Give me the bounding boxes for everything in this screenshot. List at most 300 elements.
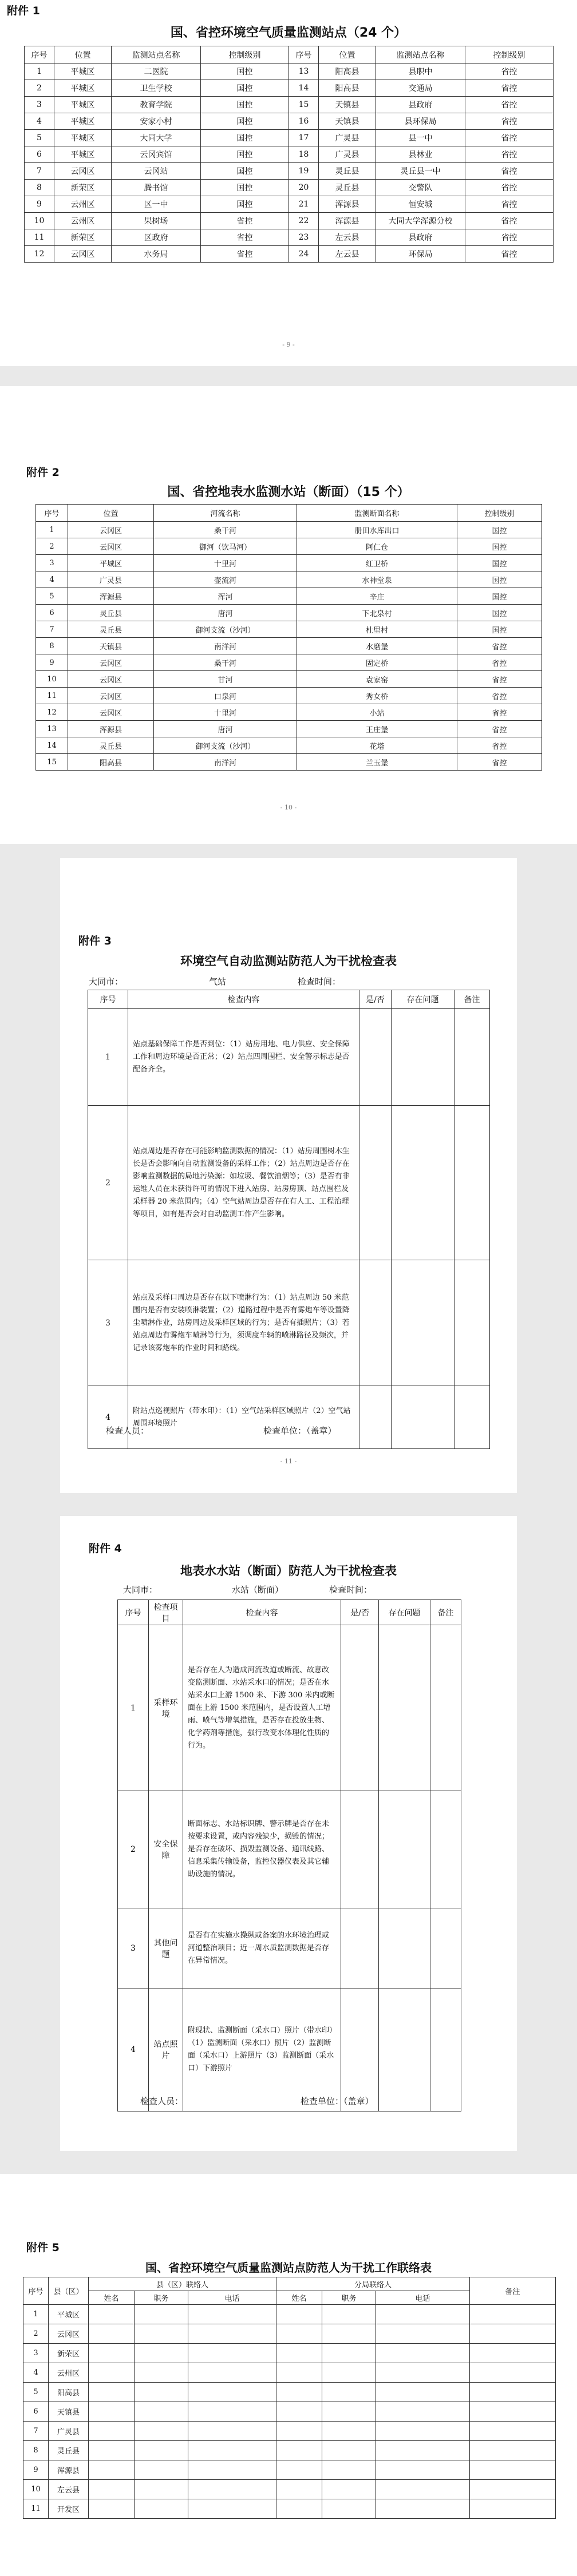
- blank-cell: [276, 2383, 322, 2402]
- appendix-3-label: 附件 3: [78, 935, 112, 947]
- station-field: 水站（断面）: [232, 1585, 284, 1595]
- table-cell: 省控: [457, 704, 542, 721]
- note-cell: [430, 1791, 461, 1908]
- blank-cell: [135, 2422, 188, 2441]
- page-appendix-1: [0, 0, 577, 366]
- table-row: [25, 213, 554, 229]
- blank-cell: [376, 2499, 470, 2519]
- table-cell: 唐河: [154, 721, 297, 737]
- blank-cell: [188, 2363, 276, 2383]
- table-cell: 9: [25, 196, 54, 213]
- table-cell: 阿仁仓: [297, 538, 457, 555]
- blank-cell: [188, 2422, 276, 2441]
- check-time-field: 检查时间：: [329, 1585, 373, 1595]
- yes-no-cell: [359, 1260, 392, 1386]
- table-cell: 省控: [465, 80, 554, 97]
- blank-cell: [135, 2402, 188, 2422]
- column-header: 检查项目: [149, 1600, 183, 1625]
- blank-cell: [188, 2460, 276, 2480]
- note-cell: [430, 1988, 461, 2111]
- blank-cell: [470, 2460, 556, 2480]
- table-cell: 24: [289, 246, 319, 263]
- table-cell: 灵丘县一中: [376, 163, 465, 180]
- col-county-contact: 县（区）联络人: [89, 2277, 276, 2291]
- table-row: [118, 1625, 461, 1791]
- table-cell: 15: [289, 97, 319, 113]
- check-item: 安全保障: [149, 1791, 183, 1908]
- table-row: [36, 605, 542, 621]
- table-cell: 十里河: [154, 704, 297, 721]
- table-row: [118, 1908, 461, 1988]
- check-content: 断面标志、水站标识牌、警示牌是否存在未按要求设置，或内容残缺少，损毁的情况；是否存在破坏、损毁监测设备、通讯线路、信息采集传输设备，监控仪器仪表及其它辅助设施的情况。: [183, 1791, 341, 1908]
- blank-cell: [376, 2460, 470, 2480]
- table-cell: 4: [25, 113, 54, 130]
- column-header: 序号: [88, 990, 128, 1009]
- appendix-2-title: 国、省控地表水监测水站（断面）（15 个）: [167, 485, 410, 499]
- blank-cell: [322, 2383, 376, 2402]
- table-cell: 1: [25, 63, 54, 80]
- blank-cell: [470, 2402, 556, 2422]
- table-cell: 阳高县: [319, 63, 376, 80]
- column-header: 位置: [68, 505, 154, 522]
- col-note: 备注: [470, 2277, 556, 2305]
- blank-cell: [276, 2480, 322, 2499]
- county-name: 广灵县: [49, 2422, 89, 2441]
- air-station-table: [24, 46, 554, 263]
- table-cell: 灵丘县: [68, 605, 154, 621]
- table-cell: 御河支流（沙河）: [154, 621, 297, 638]
- table-cell: 固定桥: [297, 654, 457, 671]
- yes-no-cell: [359, 1009, 392, 1106]
- row-number: 4: [118, 1988, 149, 2111]
- table-cell: 环保局: [376, 246, 465, 263]
- table-row: [23, 2305, 556, 2324]
- row-number: 2: [88, 1106, 128, 1260]
- column-header: 监测断面名称: [297, 505, 457, 522]
- table-cell: 云冈区: [54, 246, 112, 263]
- table-cell: 4: [36, 571, 68, 588]
- row-number: 1: [23, 2305, 49, 2324]
- table-cell: 广灵县: [68, 571, 154, 588]
- column-subheader: 职务: [322, 2291, 376, 2305]
- blank-cell: [89, 2383, 135, 2402]
- blank-cell: [89, 2363, 135, 2383]
- column-subheader: 电话: [188, 2291, 276, 2305]
- table-cell: 省控: [457, 638, 542, 654]
- blank-cell: [322, 2460, 376, 2480]
- table-row: [36, 621, 542, 638]
- table-cell: 省控: [465, 246, 554, 263]
- note-cell: [430, 1625, 461, 1791]
- table-cell: 二医院: [112, 63, 201, 80]
- table-row: [36, 721, 542, 737]
- table-cell: 左云县: [319, 246, 376, 263]
- table-cell: 水神堂泉: [297, 571, 457, 588]
- table-cell: 县林业: [376, 146, 465, 163]
- column-header: 存在问题: [392, 990, 455, 1009]
- inspection-unit-field: 检查单位：（盖章）: [263, 1426, 337, 1436]
- blank-cell: [135, 2499, 188, 2519]
- page-number: - 9 -: [282, 341, 295, 348]
- table-row: [118, 1791, 461, 1908]
- column-header: 检查内容: [128, 990, 359, 1009]
- table-cell: 云冈区: [68, 522, 154, 538]
- blank-cell: [276, 2363, 322, 2383]
- blank-cell: [188, 2499, 276, 2519]
- table-cell: 广灵县: [319, 130, 376, 146]
- table-cell: 省控: [465, 97, 554, 113]
- blank-cell: [89, 2460, 135, 2480]
- note-cell: [455, 1106, 490, 1260]
- table-cell: 国控: [201, 80, 289, 97]
- table-cell: 县环保局: [376, 113, 465, 130]
- row-number: 10: [23, 2480, 49, 2499]
- table-cell: 14: [289, 80, 319, 97]
- column-header: 位置: [319, 46, 376, 63]
- table-cell: 平城区: [54, 130, 112, 146]
- table-cell: 国控: [201, 97, 289, 113]
- issue-cell: [392, 1386, 455, 1449]
- table-row: [25, 146, 554, 163]
- table-row: [25, 63, 554, 80]
- table-cell: 卫生学校: [112, 80, 201, 97]
- blank-cell: [276, 2499, 322, 2519]
- blank-cell: [188, 2402, 276, 2422]
- page-appendix-3: [60, 858, 517, 1493]
- table-row: [23, 2402, 556, 2422]
- table-cell: 左云县: [319, 229, 376, 246]
- table-cell: 省控: [465, 163, 554, 180]
- blank-cell: [135, 2324, 188, 2344]
- table-cell: 浑源县: [68, 588, 154, 605]
- blank-cell: [376, 2422, 470, 2441]
- table-row: [36, 671, 542, 688]
- yes-no-cell: [341, 1988, 379, 2111]
- table-cell: 省控: [465, 63, 554, 80]
- check-content: 是否存在人为造成河流改道或断流、故意改变监测断面、水站采水口的情况；是否在水站采水口上游 1500 米、下游 300 米内或断面在上游 1500 米范围内，是否设置人工增雨、喷气等增氧措施，是否存在投放生物、化学药剂等措施，强行改变水体理化性质的行为。: [183, 1625, 341, 1791]
- table-row: [36, 538, 542, 555]
- row-number: 6: [23, 2402, 49, 2422]
- table-cell: 7: [25, 163, 54, 180]
- table-cell: 十里河: [154, 555, 297, 571]
- table-cell: 国控: [201, 180, 289, 196]
- table-cell: 云冈区: [68, 671, 154, 688]
- table-cell: 省控: [465, 180, 554, 196]
- blank-cell: [89, 2422, 135, 2441]
- liaison-table: [23, 2277, 556, 2519]
- check-item: 其他问题: [149, 1908, 183, 1988]
- check-time-field: 检查时间：: [298, 977, 341, 987]
- blank-cell: [376, 2363, 470, 2383]
- check-item: 采样环境: [149, 1625, 183, 1791]
- table-cell: 22: [289, 213, 319, 229]
- blank-cell: [188, 2305, 276, 2324]
- table-cell: 国控: [457, 621, 542, 638]
- table-cell: 花塔: [297, 737, 457, 754]
- row-number: 2: [118, 1791, 149, 1908]
- table-row: [36, 688, 542, 704]
- table-cell: 大同大学浑源分校: [376, 213, 465, 229]
- blank-cell: [276, 2422, 322, 2441]
- table-cell: 2: [36, 538, 68, 555]
- table-cell: 云冈区: [54, 163, 112, 180]
- blank-cell: [276, 2460, 322, 2480]
- blank-cell: [188, 2324, 276, 2344]
- table-cell: 小站: [297, 704, 457, 721]
- page-number: - 11 -: [280, 1458, 297, 1465]
- blank-cell: [376, 2480, 470, 2499]
- table-row: [23, 2422, 556, 2441]
- appendix-3-title: 环境空气自动监测站防范人为干扰检查表: [180, 954, 397, 968]
- table-row: [36, 522, 542, 538]
- table-row: [25, 97, 554, 113]
- table-cell: 3: [36, 555, 68, 571]
- blank-cell: [135, 2441, 188, 2460]
- note-cell: [455, 1009, 490, 1106]
- table-cell: 省控: [465, 146, 554, 163]
- column-header: 检查内容: [183, 1600, 341, 1625]
- table-cell: 县政府: [376, 97, 465, 113]
- table-cell: 平城区: [54, 63, 112, 80]
- table-cell: 县职中: [376, 63, 465, 80]
- blank-cell: [470, 2441, 556, 2460]
- table-cell: 省控: [457, 737, 542, 754]
- blank-cell: [135, 2305, 188, 2324]
- table-cell: 王庄堡: [297, 721, 457, 737]
- check-content: 站点周边是否存在可能影响监测数据的情况：（1）站房周围树木生长是否会影响向自动监测设备的采样工作；（2）站点周边是否存在影响监测数据的局地污染源：如垃圾、餐饮油烟等；（3）是否有非运维人员在未获得许可的情况下进入站房、站房房顶、站点围栏及采样器 20 米范围内；（4）空气站周边是否存在有人工、工程治理等项目，如有是否会对自动监测工作产生影响。: [128, 1106, 359, 1260]
- table-row: [25, 229, 554, 246]
- issue-cell: [392, 1260, 455, 1386]
- table-cell: 省控: [465, 130, 554, 146]
- table-cell: 12: [25, 246, 54, 263]
- note-cell: [430, 1908, 461, 1988]
- blank-cell: [470, 2422, 556, 2441]
- table-cell: 国控: [457, 555, 542, 571]
- table-row: [25, 180, 554, 196]
- table-cell: 国控: [457, 588, 542, 605]
- table-row: [88, 1009, 490, 1106]
- table-cell: 恒安城: [376, 196, 465, 213]
- table-row: [25, 130, 554, 146]
- blank-cell: [376, 2441, 470, 2460]
- county-name: 新荣区: [49, 2344, 89, 2363]
- yes-no-cell: [359, 1106, 392, 1260]
- blank-cell: [470, 2383, 556, 2402]
- table-cell: 桑干河: [154, 654, 297, 671]
- blank-cell: [322, 2363, 376, 2383]
- blank-cell: [135, 2363, 188, 2383]
- check-content: 站点及采样口周边是否存在以下喷淋行为：（1）站点周边 50 米范围内是否有安装喷淋装置；（2）道路过程中是否有雾炮车等设置降尘喷淋作业，站房周边及采样区域的行为；是否有插照片；（3）若站点周边有雾炮车喷淋等行为，须调度车辆的喷淋路径及频次，并记录该雾炮车的作业时间和路线。: [128, 1260, 359, 1386]
- table-cell: 16: [289, 113, 319, 130]
- table-cell: 平城区: [68, 555, 154, 571]
- column-header: 序号: [36, 505, 68, 522]
- row-number: 2: [23, 2324, 49, 2344]
- table-row: [36, 754, 542, 771]
- table-cell: 国控: [201, 63, 289, 80]
- table-cell: 国控: [457, 538, 542, 555]
- blank-cell: [135, 2383, 188, 2402]
- table-row: [23, 2499, 556, 2519]
- table-cell: 10: [25, 213, 54, 229]
- blank-cell: [376, 2324, 470, 2344]
- page-appendix-5: [0, 2174, 577, 2576]
- table-cell: 云州区: [54, 196, 112, 213]
- table-row: [25, 196, 554, 213]
- table-cell: 灵丘县: [68, 737, 154, 754]
- appendix-1-title: 国、省控环境空气质量监测站点（24 个）: [170, 26, 407, 40]
- table-cell: 国控: [457, 605, 542, 621]
- table-cell: 国控: [201, 146, 289, 163]
- blank-cell: [89, 2402, 135, 2422]
- blank-cell: [470, 2480, 556, 2499]
- blank-cell: [276, 2402, 322, 2422]
- appendix-5-label: 附件 5: [26, 2241, 60, 2254]
- table-cell: 2: [25, 80, 54, 97]
- column-header: 备注: [430, 1600, 461, 1625]
- table-cell: 灵丘县: [319, 180, 376, 196]
- note-cell: [455, 1386, 490, 1449]
- table-row: [36, 654, 542, 671]
- column-header: 序号: [289, 46, 319, 63]
- table-cell: 御河支流（沙河）: [154, 737, 297, 754]
- table-cell: 平城区: [54, 97, 112, 113]
- column-header: 是/否: [341, 1600, 379, 1625]
- table-cell: 壶流河: [154, 571, 297, 588]
- inspector-field: 检查人员：: [140, 2096, 184, 2106]
- blank-cell: [188, 2480, 276, 2499]
- blank-cell: [376, 2344, 470, 2363]
- blank-cell: [376, 2402, 470, 2422]
- table-cell: 杜里村: [297, 621, 457, 638]
- table-cell: 浑源县: [319, 213, 376, 229]
- table-cell: 云冈区: [68, 654, 154, 671]
- table-cell: 7: [36, 621, 68, 638]
- water-station-table: [35, 504, 542, 771]
- blank-cell: [322, 2480, 376, 2499]
- table-cell: 13: [36, 721, 68, 737]
- table-cell: 云冈区: [68, 704, 154, 721]
- page-appendix-4: [60, 1516, 517, 2151]
- table-cell: 安家小村: [112, 113, 201, 130]
- table-cell: 阳高县: [68, 754, 154, 771]
- table-row: [23, 2441, 556, 2460]
- table-cell: 云州区: [54, 213, 112, 229]
- blank-cell: [322, 2324, 376, 2344]
- table-cell: 阳高县: [319, 80, 376, 97]
- table-cell: 袁家窑: [297, 671, 457, 688]
- column-header: 控制级别: [457, 505, 542, 522]
- row-number: 1: [118, 1625, 149, 1791]
- table-cell: 平城区: [54, 80, 112, 97]
- county-name: 云冈区: [49, 2324, 89, 2344]
- check-content: 站点基础保障工作是否到位：（1）站房用地、电力供应、安全保障工作和周边环境是否正常；（2）站点四周围栏、安全警示标志是否配备齐全。: [128, 1009, 359, 1106]
- table-row: [88, 1386, 490, 1449]
- inspector-field: 检查人员：: [106, 1426, 149, 1436]
- table-cell: 区一中: [112, 196, 201, 213]
- table-cell: 8: [36, 638, 68, 654]
- column-header: 监测站点名称: [376, 46, 465, 63]
- blank-cell: [276, 2324, 322, 2344]
- table-cell: 3: [25, 97, 54, 113]
- blank-cell: [322, 2305, 376, 2324]
- table-cell: 浑河: [154, 588, 297, 605]
- column-header: 控制级别: [201, 46, 289, 63]
- note-cell: [455, 1260, 490, 1386]
- table-cell: 灵丘县: [319, 163, 376, 180]
- table-cell: 果树场: [112, 213, 201, 229]
- table-row: [118, 1988, 461, 2111]
- table-cell: 天镇县: [319, 97, 376, 113]
- table-cell: 6: [25, 146, 54, 163]
- table-cell: 5: [36, 588, 68, 605]
- blank-cell: [188, 2344, 276, 2363]
- blank-cell: [89, 2305, 135, 2324]
- column-header: 位置: [54, 46, 112, 63]
- blank-cell: [276, 2305, 322, 2324]
- blank-cell: [135, 2460, 188, 2480]
- blank-cell: [89, 2499, 135, 2519]
- table-cell: 12: [36, 704, 68, 721]
- table-cell: 区政府: [112, 229, 201, 246]
- appendix-2-label: 附件 2: [26, 466, 60, 479]
- table-cell: 县一中: [376, 130, 465, 146]
- table-cell: 南洋河: [154, 638, 297, 654]
- table-cell: 23: [289, 229, 319, 246]
- table-row: [36, 555, 542, 571]
- col-no: 序号: [23, 2277, 49, 2305]
- table-cell: 教育学院: [112, 97, 201, 113]
- column-header: 序号: [25, 46, 54, 63]
- table-row: [23, 2324, 556, 2344]
- blank-cell: [276, 2441, 322, 2460]
- table-row: [25, 246, 554, 263]
- table-row: [36, 588, 542, 605]
- table-cell: 国控: [201, 163, 289, 180]
- table-cell: 桑干河: [154, 522, 297, 538]
- table-cell: 省控: [457, 721, 542, 737]
- table-cell: 天镇县: [319, 113, 376, 130]
- table-cell: 省控: [465, 229, 554, 246]
- col-branch-contact: 分局联络人: [276, 2277, 470, 2291]
- table-row: [36, 704, 542, 721]
- table-cell: 册田水库出口: [297, 522, 457, 538]
- table-cell: 省控: [201, 213, 289, 229]
- table-cell: 唐河: [154, 605, 297, 621]
- row-number: 3: [118, 1908, 149, 1988]
- county-name: 浑源县: [49, 2460, 89, 2480]
- issue-cell: [379, 1988, 430, 2111]
- table-cell: 云冈站: [112, 163, 201, 180]
- issue-cell: [392, 1106, 455, 1260]
- column-subheader: 姓名: [276, 2291, 322, 2305]
- table-cell: 省控: [201, 229, 289, 246]
- row-number: 1: [88, 1009, 128, 1106]
- table-cell: 18: [289, 146, 319, 163]
- county-name: 开发区: [49, 2499, 89, 2519]
- blank-cell: [322, 2344, 376, 2363]
- table-row: [23, 2383, 556, 2402]
- column-subheader: 姓名: [89, 2291, 135, 2305]
- table-cell: 交通局: [376, 80, 465, 97]
- table-cell: 14: [36, 737, 68, 754]
- table-cell: 腾书馆: [112, 180, 201, 196]
- table-cell: 交警队: [376, 180, 465, 196]
- table-cell: 水务局: [112, 246, 201, 263]
- table-cell: 1: [36, 522, 68, 538]
- table-cell: 9: [36, 654, 68, 671]
- air-interference-check-table: [88, 990, 490, 1449]
- table-cell: 御河（饮马河）: [154, 538, 297, 555]
